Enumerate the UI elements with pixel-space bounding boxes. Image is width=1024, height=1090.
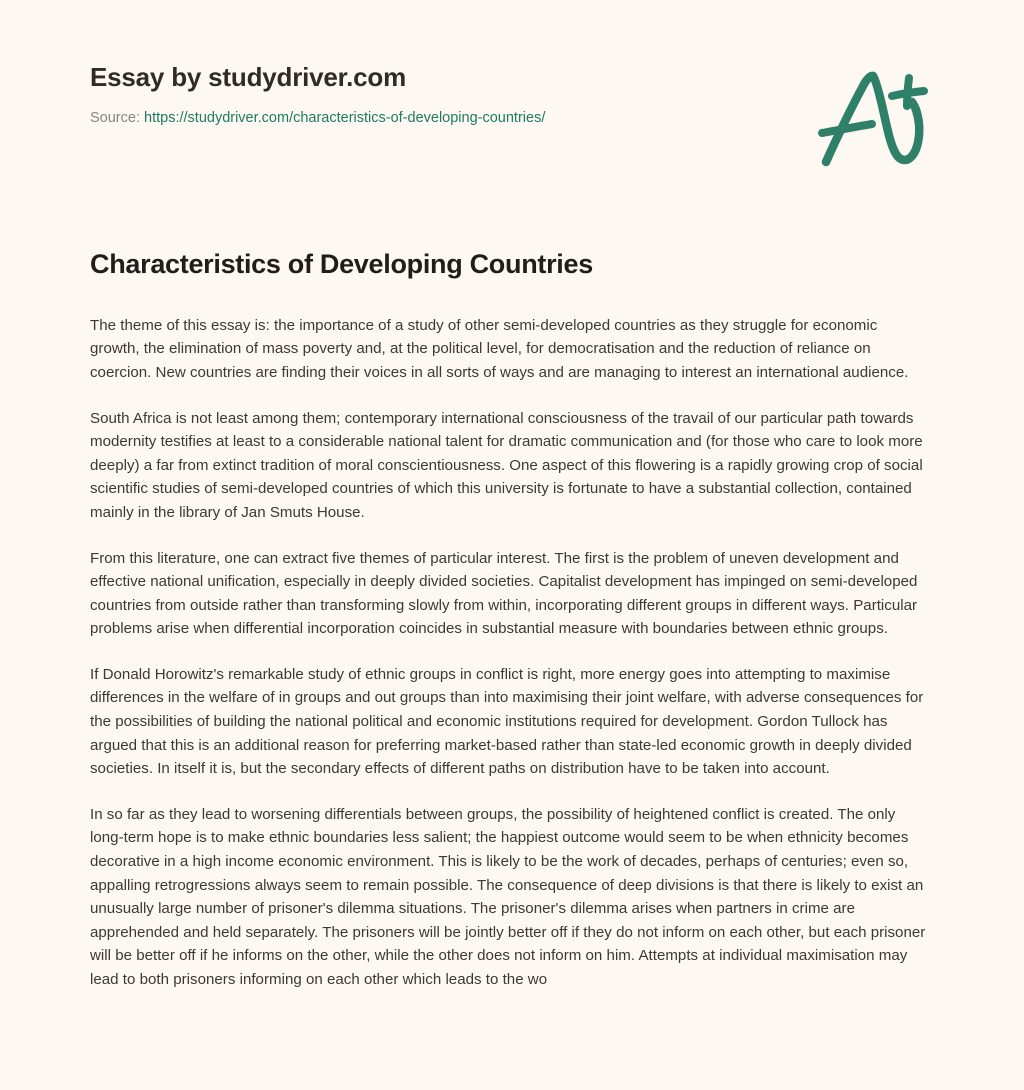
paragraph: From this literature, one can extract five themes of particular interest. The first is the problem of uneven development and effective national unification, especially in deeply divided societies. Capitalist development has impinged on semi-developed countries from outside rather than transforming slowly from within, incorporating different groups in different ways. Particular problems arise when differential incorporation coincides in substantial measure with boundaries between ethnic groups. [90, 549, 918, 638]
a-plus-logo-icon[interactable] [812, 66, 938, 172]
paragraph: South Africa is not least among them; contemporary international consciousness of the travail of our particular path towards modernity testifies at least to a considerable national talent for dramatic communication and (for those who care to look more deeply) a far from extinct tradition of moral conscientiousness. One aspect of this flowering is a rapidly growing crop of social scientific studies of semi-developed countries of which this university is fortunate to have a substantial collection, contained mainly in the library of Jan Smuts House. [90, 409, 923, 521]
article [90, 248, 930, 992]
paragraph: The theme of this essay is: the importance of a study of other semi-developed countries as they struggle for economic growth, the elimination of mass poverty and, at the political level, for democratisation and the reduction of reliance on coercion. New countries are finding their voices in all sorts of ways and are managing to interest an international audience. [90, 316, 909, 381]
article-body [90, 314, 930, 992]
source-label: Source: [90, 110, 140, 127]
source-url-link[interactable]: https://studydriver.com/characteristics-of-developing-countries/ [144, 110, 546, 127]
a-plus-logo-svg [812, 66, 938, 172]
page-header [0, 0, 1024, 190]
byline: Essay by studydriver.com [90, 62, 407, 92]
paragraph: If Donald Horowitz's remarkable study of ethnic groups in conflict is right, more energy goes into attempting to maximise differences in the welfare of in groups and out groups than into maximising their joint welfare, with adverse consequences for the possibilities of building the national political and economic institutions required for development. Gordon Tullock has argued that this is an additional reason for preferring market-based rather than state-led economic growth in deeply divided societies. In itself it is, but the secondary effects of different paths on distribution have to be taken into account. [90, 665, 924, 778]
page-title: Characteristics of Developing Countries [90, 249, 593, 279]
header-text-block [90, 62, 545, 128]
paragraph: In so far as they lead to worsening differentials between groups, the possibility of heightened conflict is created. The only long-term hope is to make ethnic boundaries less salient; the happiest outcome would seem to be when ethnicity becomes decorative in a high income economic environment. This is likely to be the work of decades, perhaps of centuries; even so, appalling retrogressions always seem to remain possible. The consequence of deep divisions is that there is likely to exist an unusually large number of prisoner's dilemma situations. The prisoner's dilemma arises when partners in crime are apprehended and held separately. The prisoners will be jointly better off if they do not inform on each other, but each prisoner will be better off if he informs on the other, while the other does not inform on him. Attempts at individual maximisation may lead to both prisoners informing on each other which leads to the wo [90, 805, 926, 988]
source-line [90, 109, 545, 128]
